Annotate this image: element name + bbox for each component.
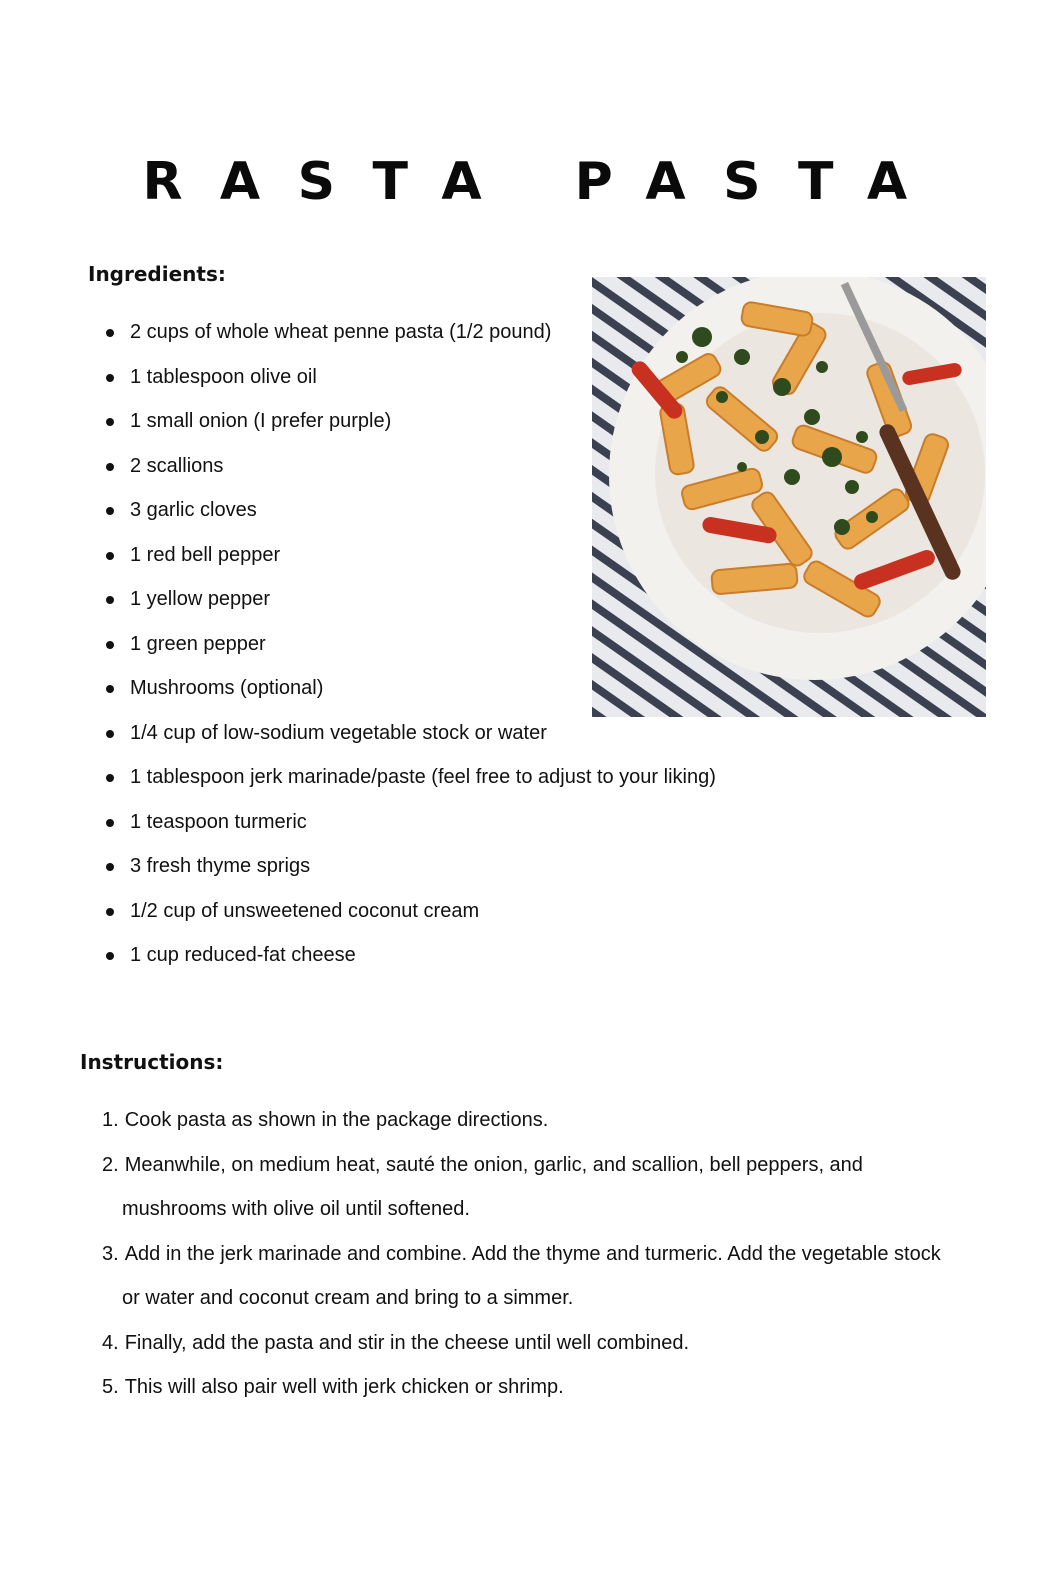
instruction-step [102,1321,982,1366]
step-number: 2. [102,1153,119,1176]
instruction-line [102,1187,982,1232]
step-text: Finally, add the pasta and stir in the cheese until well combined. [124,1331,690,1354]
ingredients-heading: Ingredients: [88,262,226,286]
step-number: 1. [102,1109,119,1131]
ingredient-item: 2 cups of whole wheat penne pasta (1/2 pound) [104,310,716,355]
step-text: This will also pair well with jerk chicken or shrimp. [124,1376,564,1398]
ingredient-item: Mushrooms (optional) [104,666,716,711]
pasta-dish-photo-icon [592,277,986,717]
instruction-line [102,1232,982,1277]
ingredient-item: 2 scallions [104,444,716,489]
instruction-step [102,1232,982,1321]
step-number: 3. [102,1242,119,1265]
ingredient-item: 1 green pepper [104,622,716,667]
ingredient-item: 1 tablespoon olive oil [104,355,716,400]
step-number: 4. [102,1331,119,1354]
instruction-step [102,1143,982,1232]
instruction-step [102,1098,982,1143]
step-text: Meanwhile, on medium heat, sauté the onion, garlic, and scallion, bell peppers, and [124,1153,863,1176]
ingredient-item: 3 garlic cloves [104,488,716,533]
instruction-line [102,1098,982,1143]
instructions-heading: Instructions: [80,1050,224,1074]
instruction-line [102,1276,982,1321]
step-text: Add in the jerk marinade and combine. Add the thyme and turmeric. Add the vegetable stock [124,1242,941,1265]
step-text: Cook pasta as shown in the package directions. [124,1109,549,1131]
instructions-list [102,1098,982,1410]
ingredient-item: 1 red bell pepper [104,533,716,578]
step-text: mushrooms with olive oil until softened. [122,1198,470,1220]
instruction-step [102,1365,982,1410]
step-text: or water and coconut cream and bring to a simmer. [122,1287,574,1309]
instruction-line [102,1143,982,1188]
ingredient-item: 1 small onion (I prefer purple) [104,399,716,444]
ingredient-item: 1 teaspoon turmeric [104,800,716,845]
ingredient-item: 1 tablespoon jerk marinade/paste (feel free to adjust to your liking) [104,755,716,800]
instruction-line [102,1321,982,1366]
instruction-line [102,1365,982,1410]
page-title: RASTA PASTA [142,151,945,212]
step-number: 5. [102,1376,119,1398]
ingredient-item: 1 yellow pepper [104,577,716,622]
ingredient-item: 1 cup reduced-fat cheese [104,933,716,978]
ingredient-item: 1/2 cup of unsweetened coconut cream [104,889,716,934]
ingredient-item: 1/4 cup of low-sodium vegetable stock or water [104,711,716,756]
ingredient-item: 3 fresh thyme sprigs [104,844,716,889]
